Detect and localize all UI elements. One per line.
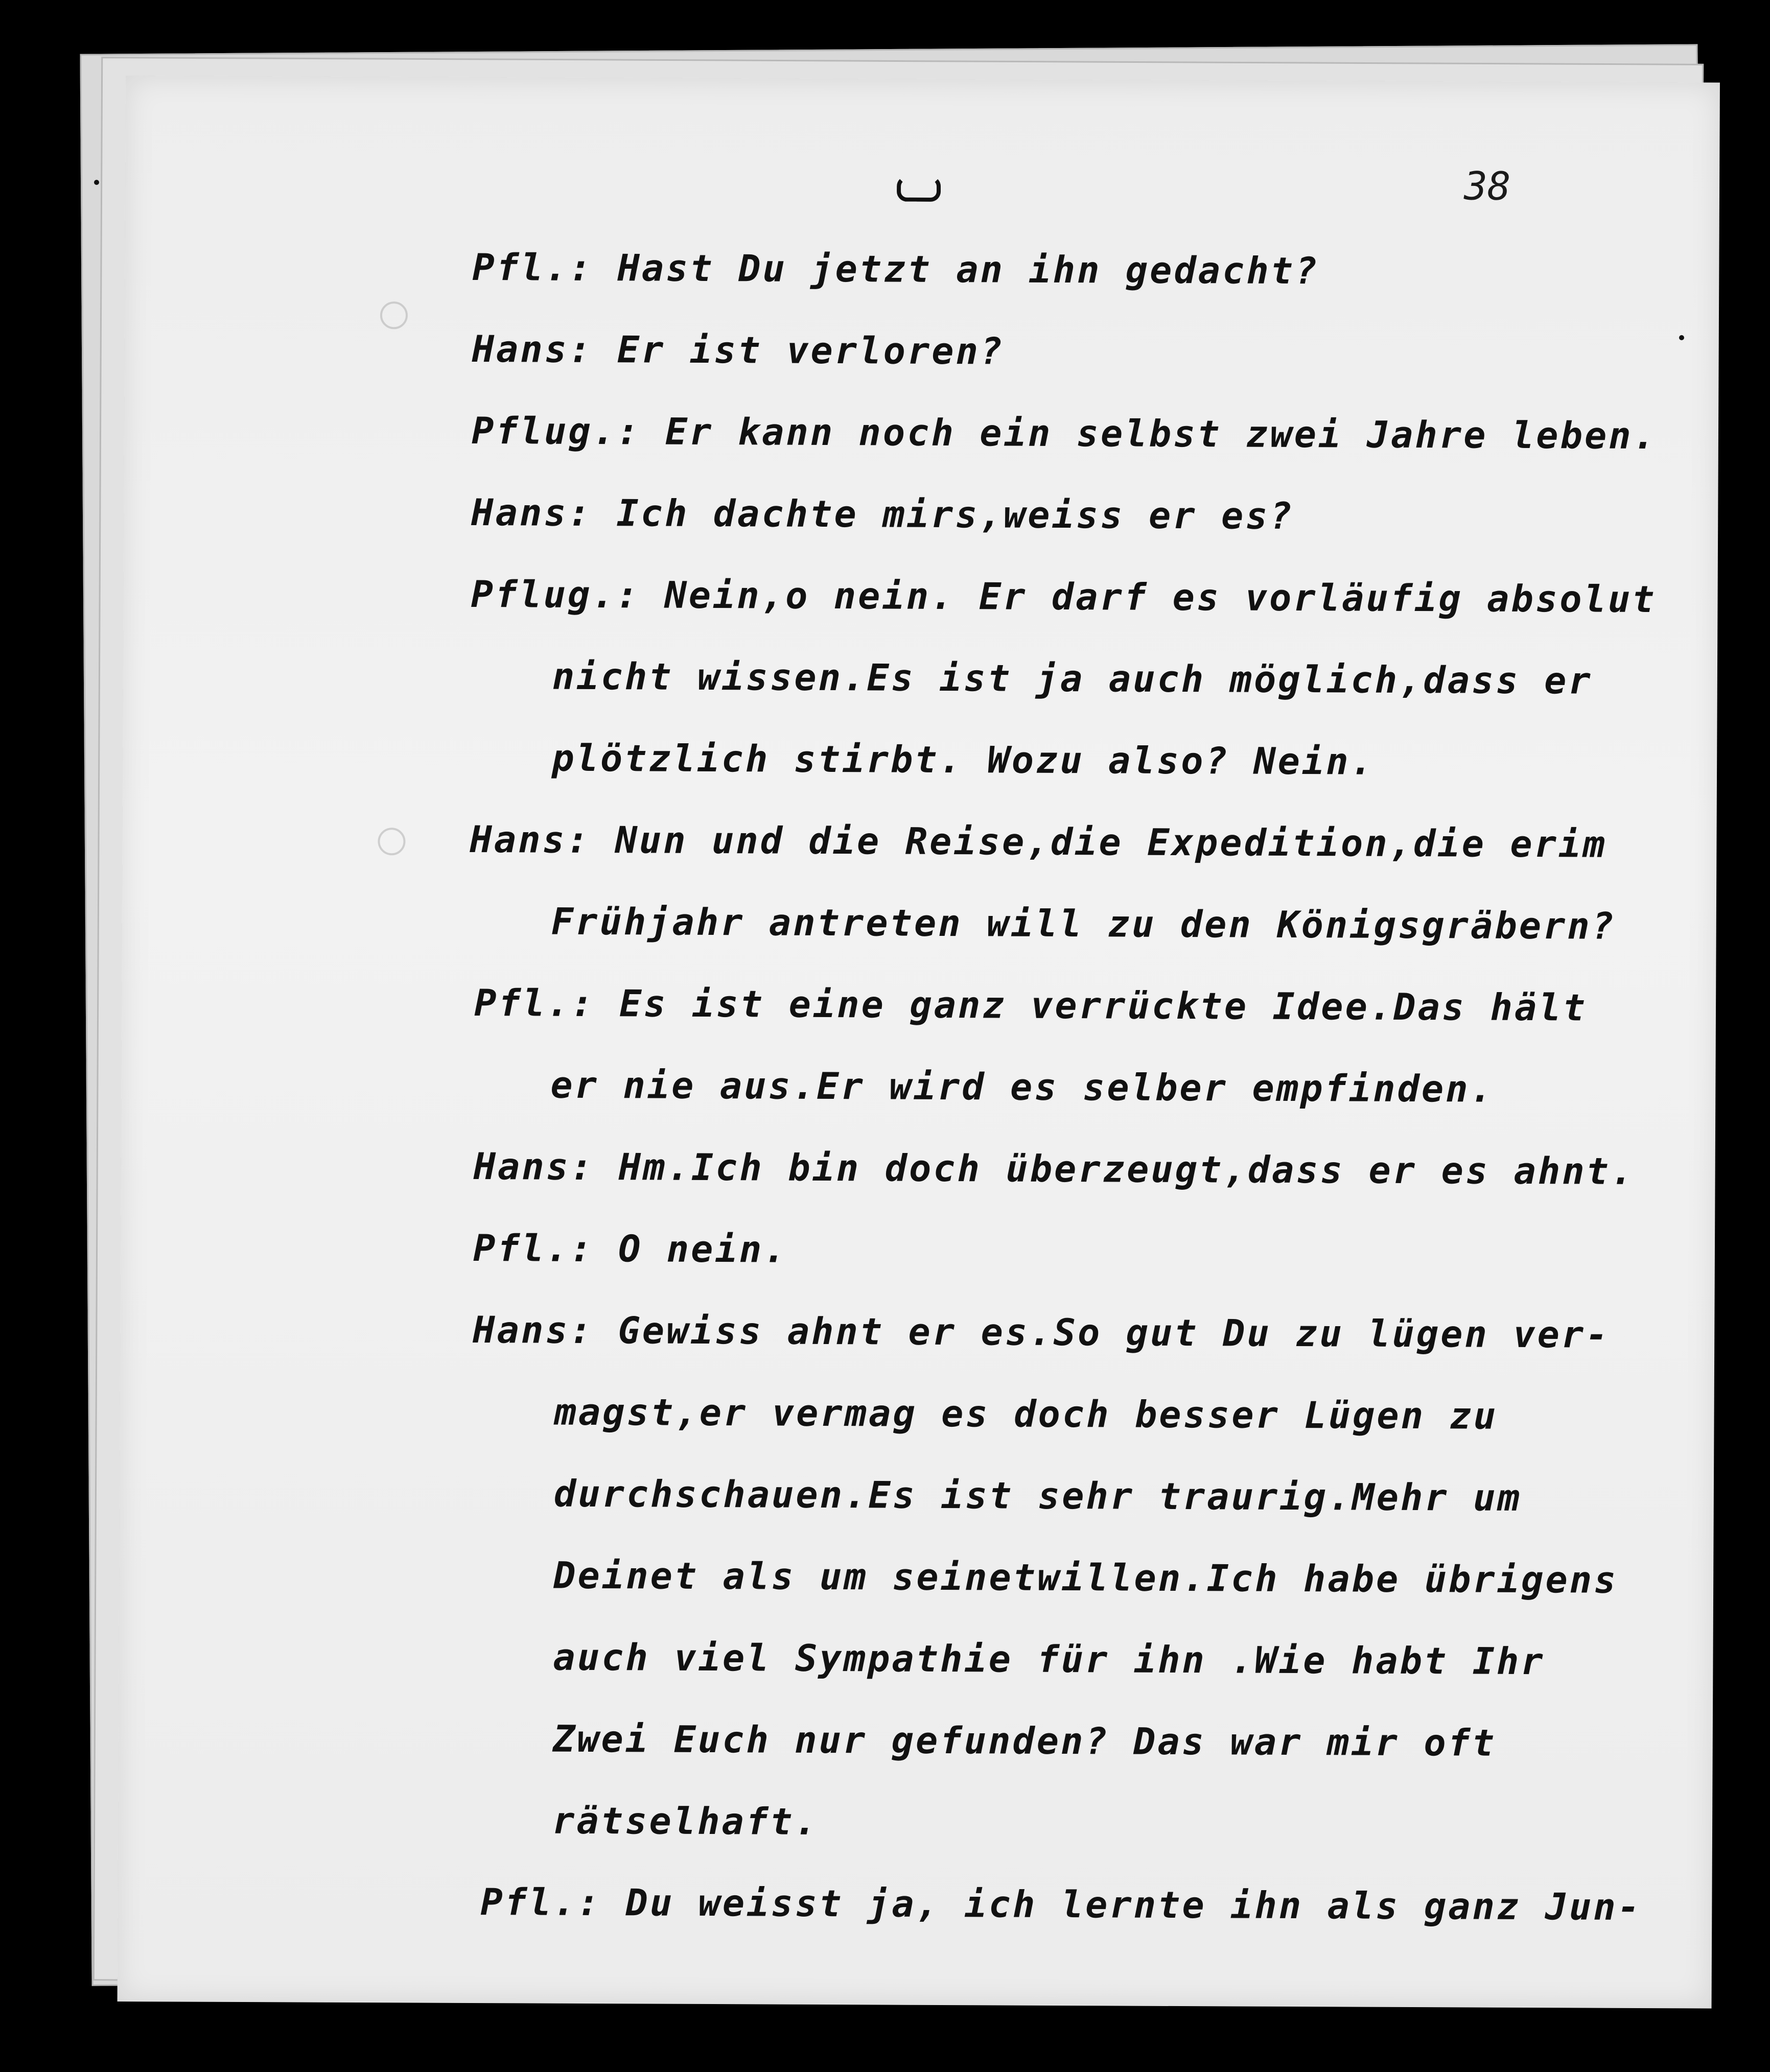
text-line: auch viel Sympathie für ihn .Wie habt Ihr <box>553 1635 1545 1683</box>
text-line: Hans: Hm.Ich bin doch überzeugt,dass er es ahnt. <box>473 1144 1635 1193</box>
text-line: Frühjahr antreten will zu den Königsgräbern? <box>551 900 1616 948</box>
typewritten-page <box>118 76 1720 2009</box>
text-line: Deinet als um seinetwillen.Ich habe übrigens <box>553 1553 1618 1602</box>
text-line: Hans: Gewiss ahnt er es.So gut Du zu lügen ver- <box>473 1308 1610 1356</box>
text-line: Hans: Nun und die Reise,die Expedition,die erim <box>470 817 1607 866</box>
speck <box>94 180 99 185</box>
text-line: Hans: Ich dachte mirs,weiss er es? <box>471 490 1294 537</box>
text-line: Pflug.: Er kann noch ein selbst zwei Jahre leben. <box>471 409 1658 458</box>
text-line: magst,er vermag es doch besser Lügen zu <box>554 1390 1498 1438</box>
text-line: Pfl.: Es ist eine ganz verrückte Idee.Das hält <box>474 981 1588 1029</box>
text-line: durchschauen.Es ist sehr traurig.Mehr um <box>553 1472 1522 1519</box>
text-line: plötzlich stirbt. Wozu also? Nein. <box>551 736 1375 783</box>
page-number: 38 <box>1463 163 1511 209</box>
text-line: Pfl.: Du weisst ja, ich lernte ihn als ganz Jun- <box>480 1880 1642 1928</box>
text-line: er nie aus.Er wird es selber empfinden. <box>550 1063 1495 1111</box>
page-body <box>118 76 1720 2009</box>
text-line: Pflug.: Nein,o nein. Er darf es vorläufig absolut <box>471 572 1657 621</box>
text-line: Zwei Euch nur gefunden? Das war mir oft <box>552 1717 1497 1764</box>
text-line: rätselhaft. <box>552 1799 819 1843</box>
text-line: Pfl.: O nein. <box>473 1226 788 1271</box>
text-line: Pfl.: Hast Du jetzt an ihn gedacht? <box>472 245 1319 293</box>
speck <box>1679 335 1684 340</box>
text-line: Hans: Er ist verloren? <box>472 327 1005 373</box>
text-line: nicht wissen.Es ist ja auch möglich,dass er <box>552 654 1593 702</box>
